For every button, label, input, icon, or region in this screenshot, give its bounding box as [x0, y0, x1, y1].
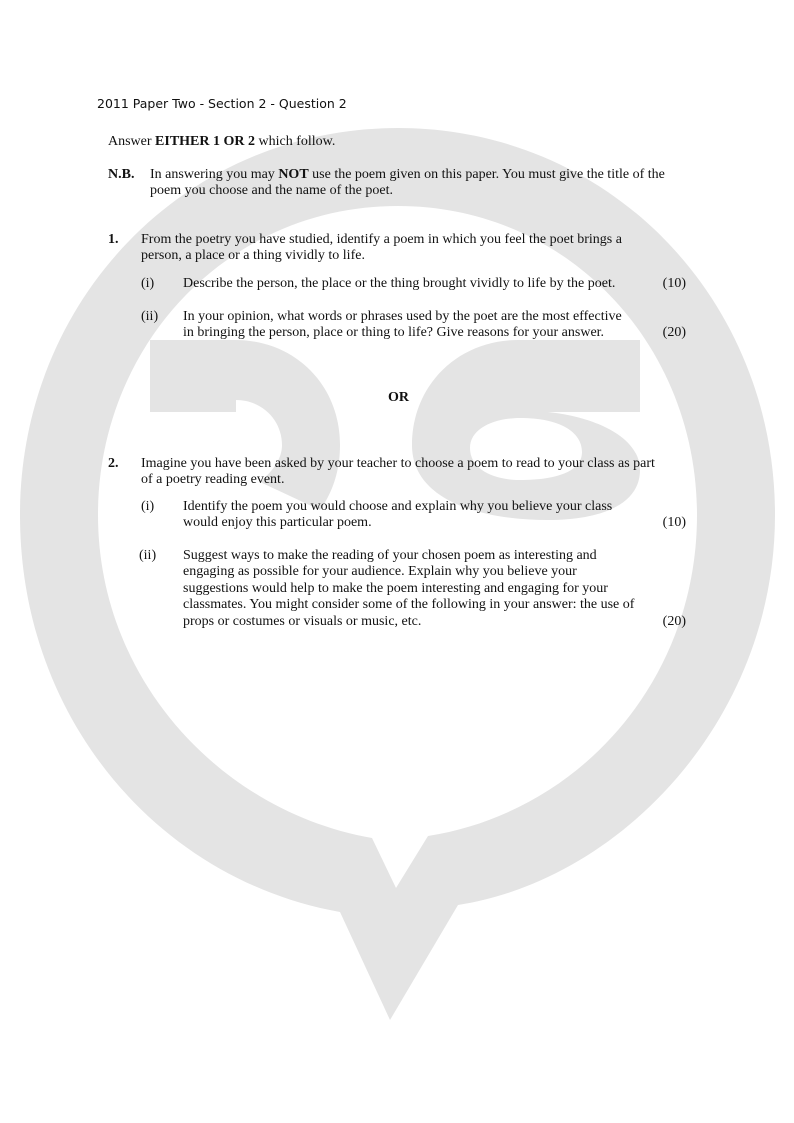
- q1-part-i-label: (i): [141, 276, 155, 291]
- nb-line-2: poem you choose and the name of the poet.: [150, 183, 393, 198]
- question-1-line-1: From the poetry you have studied, identify a poem in which you feel the poet brings a: [141, 232, 622, 247]
- answer-prefix: Answer: [108, 134, 152, 149]
- q1-part-ii-label: (ii): [141, 309, 159, 324]
- answer-suffix: which follow.: [258, 134, 336, 149]
- q2-part-i-marks: (10): [662, 515, 686, 530]
- q2-part-ii-marks: (20): [662, 614, 686, 629]
- q2-part-i-line-2: would enjoy this particular poem.: [183, 515, 372, 530]
- q2-part-i-line-1: Identify the poem you would choose and explain why you believe your class: [183, 499, 613, 514]
- q2-part-ii-line-5: props or costumes or visuals or music, etc.: [183, 614, 422, 629]
- question-2-number: 2.: [108, 456, 119, 471]
- q2-part-ii-line-2: engaging as possible for your audience. Explain why you believe your: [183, 564, 577, 579]
- q1-part-ii-line-2: in bringing the person, place or thing to life? Give reasons for your answer.: [183, 325, 605, 340]
- q1-part-ii-marks: (20): [662, 325, 686, 340]
- q1-part-ii-line-1: In your opinion, what words or phrases used by the poet are the most effective: [183, 309, 622, 324]
- nb-line1-rest: use the poem given on this paper. You must give the title of the: [312, 167, 665, 182]
- q1-part-i-line-1: Describe the person, the place or the thing brought vividly to life by the poet.: [183, 276, 616, 291]
- question-2-line-2: of a poetry reading event.: [141, 472, 285, 487]
- page-header: 2011 Paper Two - Section 2 - Question 2: [97, 96, 347, 111]
- q2-part-ii-line-1: Suggest ways to make the reading of your chosen poem as interesting and: [183, 548, 597, 563]
- question-1-line-2: person, a place or a thing vividly to life.: [141, 248, 365, 263]
- q1-part-i-marks: (10): [662, 276, 686, 291]
- answer-bold: EITHER 1 OR 2: [155, 134, 256, 149]
- nb-bold: NOT: [278, 167, 309, 182]
- question-2-line-1: Imagine you have been asked by your teacher to choose a poem to read to your class as part: [141, 456, 655, 471]
- q2-part-i-label: (i): [141, 499, 155, 514]
- q2-part-ii-line-3: suggestions would help to make the poem interesting and engaging for your: [183, 581, 608, 596]
- nb-label: N.B.: [108, 167, 135, 182]
- nb-line-1: [150, 167, 665, 183]
- or-label: OR: [388, 390, 409, 405]
- q2-part-ii-label: (ii): [139, 548, 157, 563]
- q2-part-ii-line-4: classmates. You might consider some of the following in your answer: the use of: [183, 597, 635, 612]
- answer-instruction: [108, 134, 335, 150]
- question-1-number: 1.: [108, 232, 119, 247]
- nb-prefix: In answering you may: [150, 167, 275, 182]
